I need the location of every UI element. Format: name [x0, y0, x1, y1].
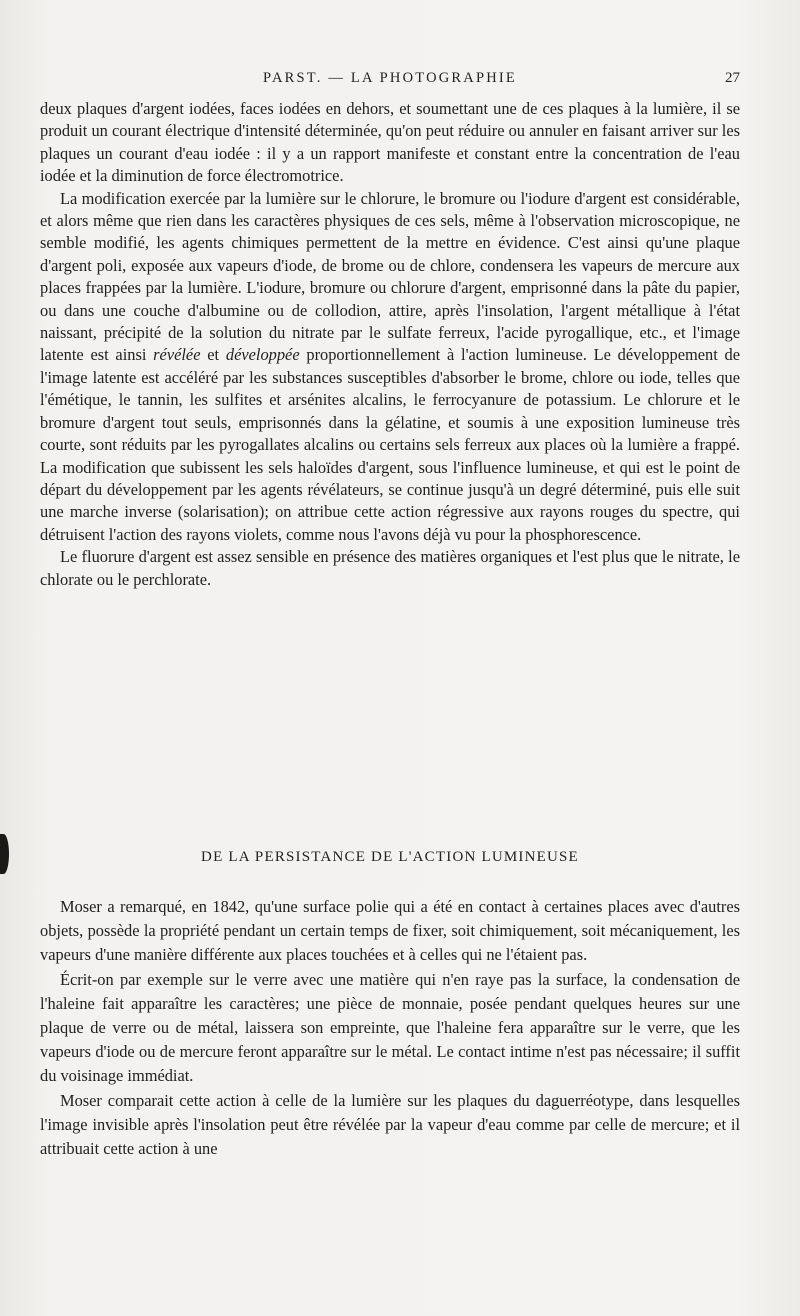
paragraph-text: et [207, 345, 220, 365]
page-number: 27 [725, 70, 740, 86]
page-header [40, 70, 740, 94]
binding-mark [0, 834, 9, 874]
paragraph: deux plaques d'argent iodées, faces iodées en dehors, et soumettant une de ces plaques à la lumière, il se produit un courant électrique d'intensité déterminée, qu'on peut réduire ou annuler en faisant arriver sur les plaques un courant d'eau iodée : il y a un rapport manifeste et constant entre la concentration de l'eau iodée et la diminution de force électromotrice. [40, 99, 740, 186]
paragraph-text: proportionnellement à l'action lumineuse. Le développement de l'image latente est accéléré par les substances susceptibles d'absorber le brome, chlore ou iode, telles que l'émétique, le tannin, les sulfites et arsénites alcalins, le ferrocyanure de potassium. Le chlorure et le bromure d'argent tout seuls, emprisonnés dans la gélatine, et soumis à une exposition lumineuse très courte, sont réduits par les pyrogallates alcalins ou certains sels ferreux aux places où la lumière a frappé. La modification que subissent les sels haloïdes d'argent, sous l'influence lumineuse, et qui est le point de départ du développement par les agents révélateurs, se continue jusqu'à un degré déterminé, puis elle suit une marche inverse (solarisation); on attribue cette action régressive aux rayons rouges du spectre, qui détruisent l'action des rayons violets, comme nous l'avons déjà vu pour la phosphorescence. [40, 345, 741, 544]
paragraph: Moser a remarqué, en 1842, qu'une surface polie qui a été en contact à certaines places avec d'autres objets, possède la propriété pendant un certain temps de fixer, soit chimiquement, soit mécaniquement, les vapeurs d'une manière différente aux places touchées et à celles qui ne l'étaient pas. [40, 897, 740, 965]
italic-term: développée [225, 345, 300, 365]
section-heading: DE LA PERSISTANCE DE L'ACTION LUMINEUSE [201, 849, 579, 865]
paragraph: Moser comparait cette action à celle de la lumière sur les plaques du daguerréotype, dans lesquelles l'image invisible après l'insolation peut être révélée par la vapeur d'eau comme par celle de mercure; et il attribuait cette action à une [40, 1090, 740, 1159]
body-text-bottom [40, 895, 740, 1161]
italic-term: révélée [153, 345, 201, 365]
paragraph: Le fluorure d'argent est assez sensible en présence des matières organiques et l'est plus que le nitrate, le chlorate ou le perchlorate. [40, 547, 740, 589]
running-head: PARST. — LA PHOTOGRAPHIE [263, 70, 517, 86]
body-text-top [40, 98, 740, 591]
paragraph-text: La modification exercée par la lumière sur le chlorure, le bromure ou l'iodure d'argent est considérable, et alors même que rien dans les caractères physiques de ces sels, même à l'observation microscopique, ne semble modifié, les agents chimiques permettent de la mettre en évidence. C'est ainsi qu'une plaque d'argent poli, exposée aux vapeurs d'iode, de brome ou de chlore, condensera les vapeurs de mercure aux places frappées par la lumière. L'iodure, bromure ou chlorure d'argent, emprisonné dans la pâte du papier, ou dans une couche d'albumine ou de collodion, attire, après l'insolation, l'argent métallique à l'état naissant, précipité de la solution du nitrate par le sulfate ferreux, l'acide pyrogallique, etc., et l'image latente est ainsi [40, 188, 740, 365]
paragraph [40, 188, 740, 547]
paragraph: Écrit-on par exemple sur le verre avec une matière qui n'en raye pas la surface, la condensation de l'haleine fait apparaître les caractères; une pièce de monnaie, posée pendant quelques heures sur une plaque de verre ou de métal, laissera son empreinte, que l'haleine fera apparaître sur le verre, que les vapeurs d'iode ou de mercure feront apparaître sur le métal. Le contact intime n'est pas nécessaire; il suffit du voisinage immédiat. [40, 969, 740, 1086]
